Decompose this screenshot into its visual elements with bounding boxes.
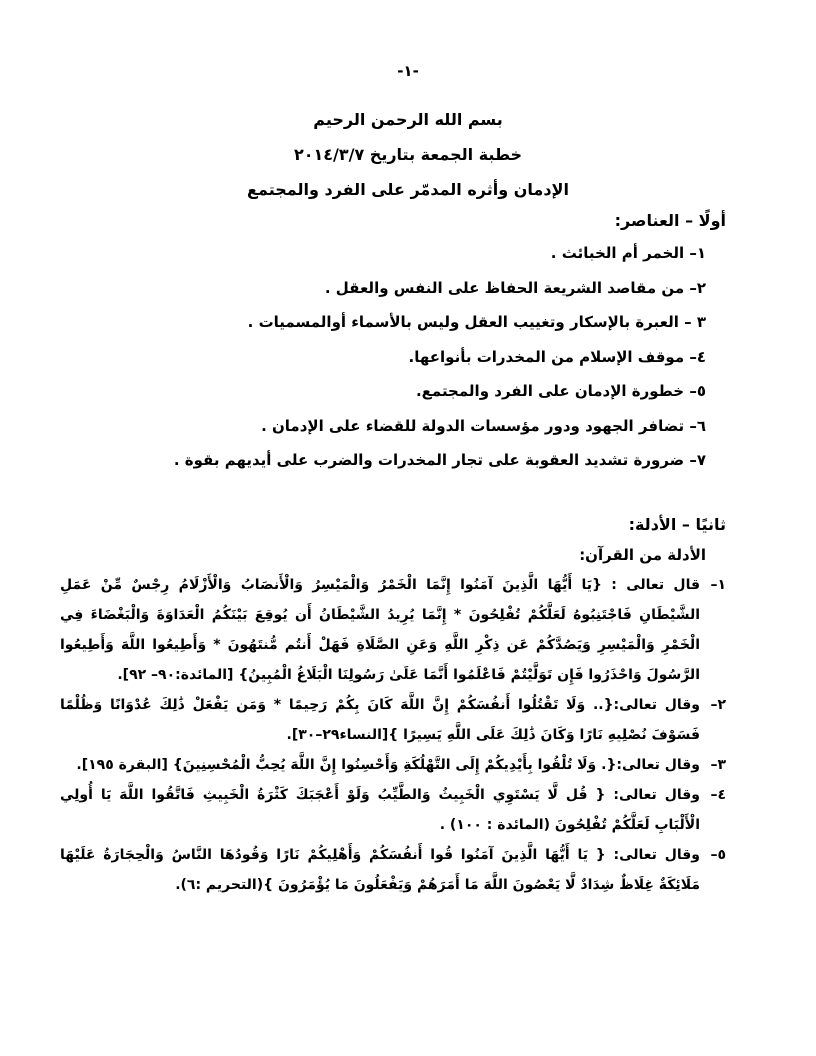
list-item xyxy=(60,690,726,750)
elements-heading: أولًا – العناصر: xyxy=(614,211,726,230)
list-item: ٢– من مقاصد الشريعة الحفاظ على النفس والعقل . xyxy=(324,278,706,297)
list-item: ٧– ضرورة تشديد العقوبة على تجار المخدرات والضرب على أيديهم بقوة . xyxy=(173,451,706,469)
list-item: ٦– تضافر الجهود ودور مؤسسات الدولة للقضاء على الإدمان . xyxy=(261,416,706,435)
verse-text: وقال تعالى: { قُل لَّا يَسْتَوِي الْخَبِيثُ وَالطَّيِّبُ وَلَوْ أَعْجَبَكَ كَثْرَةُ الْخَبِيثِ فَاتَّقُوا اللَّهَ يَا أُولِي الْأَلْبَابِ لَعَلَّكُمْ تُفْلِحُونَ (المائدة : ١٠٠) . xyxy=(60,787,700,833)
item-number: ٣– xyxy=(710,757,726,773)
list-item: ٥– خطورة الإدمان على الفرد والمجتمع. xyxy=(415,382,706,400)
list-item xyxy=(60,570,726,690)
item-number: ٤– xyxy=(710,787,726,803)
item-number: ١– xyxy=(710,577,726,593)
evidence-section xyxy=(60,510,726,900)
sermon-date: خطبة الجمعة بتاريخ ٢٠١٤/٣/٧ xyxy=(293,145,523,164)
list-item: ٤– موقف الإسلام من المخدرات بأنواعها. xyxy=(408,347,706,366)
verse-text: قال تعالى : {يَا أَيُّهَا الَّذِينَ آمَنُوا إِنَّمَا الْخَمْرُ وَالْمَيْسِرُ وَالْأَنصَابُ وَالْأَزْلَامُ رِجْسٌ مِّنْ عَمَلِ الشَّيْطَانِ فَاجْتَنِبُوهُ لَعَلَّكُمْ تُفْلِحُونَ * إِنَّمَا يُرِيدُ الشَّيْطَانُ أَن يُوقِعَ بَيْنَكُمُ الْعَدَاوَةَ وَالْبَغْضَاءَ فِي الْخَمْرِ وَالْمَيْسِرِ وَيَصُدَّكُمْ عَن ذِكْرِ اللَّهِ وَعَنِ الصَّلَاةِ فَهَلْ أَنتُم مُّنتَهُونَ * وَأَطِيعُوا اللَّهَ وَأَطِيعُوا الرَّسُولَ وَاحْذَرُوا فَإِن تَوَلَّيْتُمْ فَاعْلَمُوا أَنَّمَا عَلَىٰ رَسُولِنَا الْبَلَاغُ الْمُبِينُ} [المائدة:٩٠– ٩٢]. xyxy=(60,577,700,683)
elements-section xyxy=(60,206,726,478)
list-item xyxy=(60,780,726,840)
list-item xyxy=(60,840,726,900)
sermon-header xyxy=(0,102,816,207)
evidence-heading: ثانيًا – الأدلة: xyxy=(628,515,726,534)
quran-evidence-heading: الأدلة من القرآن: xyxy=(579,546,706,564)
verse-text: وقال تعالى:{.. وَلَا تَقْتُلُوا أَنفُسَكُمْ إِنَّ اللَّهَ كَانَ بِكُمْ رَحِيمًا * وَمَن يَفْعَلْ ذَٰلِكَ عُدْوَانًا وَظُلْمًا فَسَوْفَ نُصْلِيهِ نَارًا وَكَانَ ذَٰلِكَ عَلَى اللَّهِ يَسِيرًا }[النساء٢٩–٣٠]. xyxy=(60,697,700,743)
verse-text: وقال تعالى:{. وَلَا تُلْقُوا بِأَيْدِيكُمْ إِلَى التَّهْلُكَةِ وَأَحْسِنُوا إِنَّ اللَّهَ يُحِبُّ الْمُحْسِنِينَ} [البقرة ١٩٥]. xyxy=(76,757,700,773)
sermon-topic: الإدمان وأثره المدمّر على الفرد والمجتمع xyxy=(247,180,569,199)
list-item: ٣ – العبرة بالإسكار وتغييب العقل وليس بالأسماء أوالمسميات . xyxy=(247,313,706,331)
verse-text: وقال تعالى: { يَا أَيُّهَا الَّذِينَ آمَنُوا قُوا أَنفُسَكُمْ وَأَهْلِيكُمْ نَارًا وَقُودُهَا النَّاسُ وَالْحِجَارَةُ عَلَيْهَا مَلَائِكَةٌ غِلَاظٌ شِدَادٌ لَّا يَعْصُونَ اللَّهَ مَا أَمَرَهُمْ وَيَفْعَلُونَ مَا يُؤْمَرُونَ }(التحريم :٦). xyxy=(60,847,700,893)
list-item: ١– الخمر أم الخبائث . xyxy=(550,244,706,262)
elements-list xyxy=(60,236,726,478)
list-item xyxy=(60,750,726,780)
basmala: بسم الله الرحمن الرحيم xyxy=(313,110,503,129)
page-number: -١- xyxy=(397,62,419,80)
item-number: ٢– xyxy=(710,697,726,713)
item-number: ٥– xyxy=(710,847,726,863)
evidence-list xyxy=(60,570,726,900)
